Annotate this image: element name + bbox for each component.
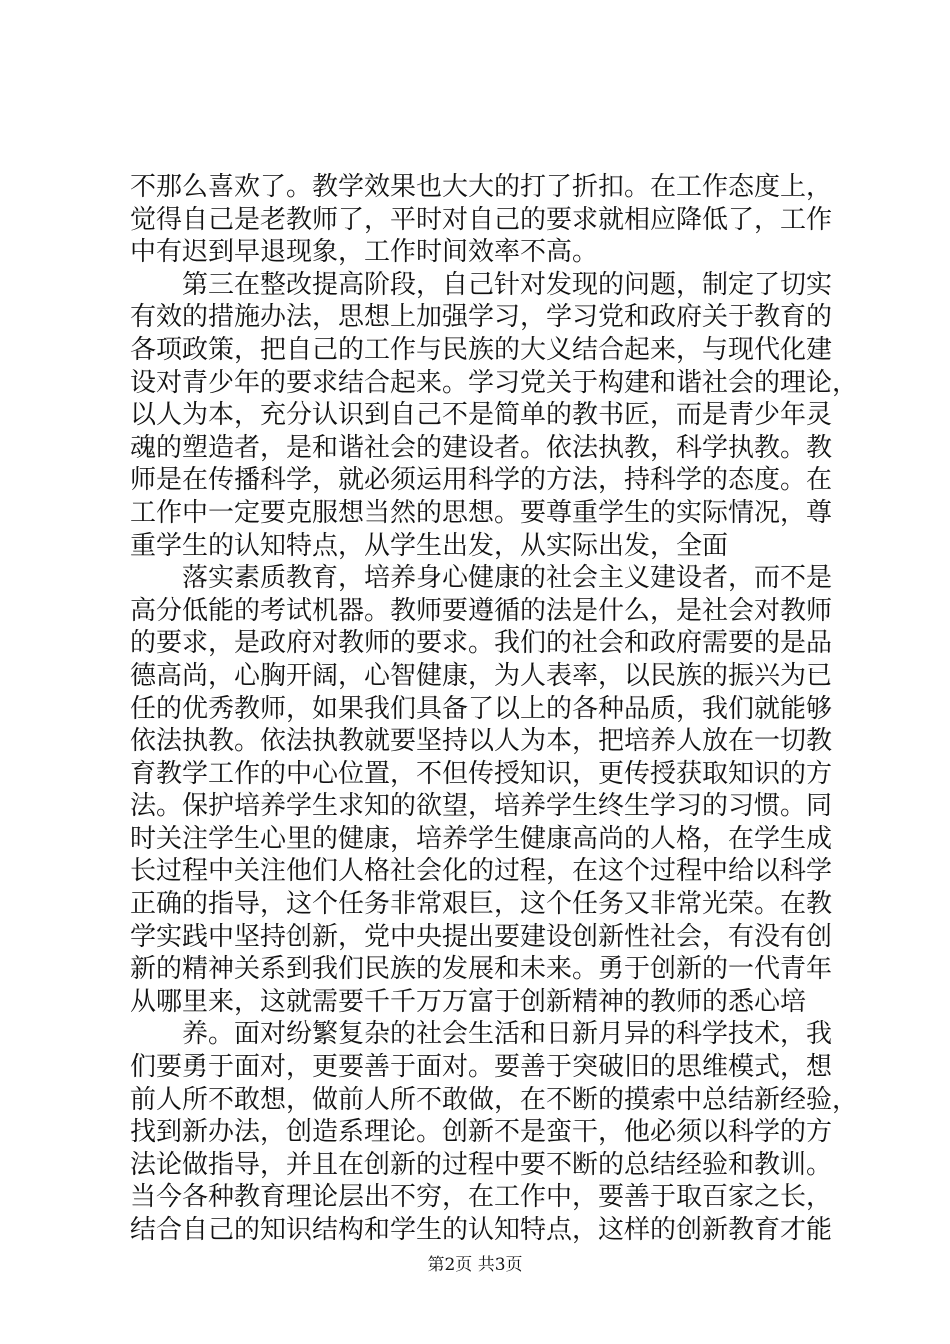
text-line-17: 任的优秀教师，如果我们具备了以上的各种品质，我们就能够 <box>130 693 833 724</box>
text-line-32: 当今各种教育理论层出不穷，在工作中，要善于取百家之长， <box>130 1182 833 1213</box>
text-line-20: 法。保护培养学生求知的欲望，培养学生终生学习的习惯。同 <box>130 791 833 822</box>
page-footer <box>0 1250 950 1275</box>
text-line-8: 以人为本，充分认识到自己不是简单的教书匠，而是青少年灵 <box>130 400 833 431</box>
text-line-6: 各项政策，把自己的工作与民族的大义结合起来，与现代化建 <box>130 334 833 365</box>
text-line-21: 时关注学生心里的健康，培养学生健康高尚的人格，在学生成 <box>130 823 833 854</box>
text-line-29: 前人所不敢想，做前人所不敢做，在不断的摸索中总结新经验， <box>130 1084 859 1115</box>
text-line-31: 法论做指导，并且在创新的过程中要不断的总结经验和教训。 <box>130 1149 833 1180</box>
text-line-2: 觉得自己是老教师了，平时对自己的要求就相应降低了，工作 <box>130 204 833 235</box>
text-line-30: 找到新办法，创造系理论。创新不是蛮干，他必须以科学的方 <box>130 1117 833 1148</box>
text-line-5: 有效的措施办法，思想上加强学习，学习党和政府关于教育的 <box>130 302 833 333</box>
text-line-12: 重学生的认知特点，从学生出发，从实际出发，全面 <box>130 530 729 561</box>
text-line-24: 学实践中坚持创新，党中央提出要建设创新性社会，有没有创 <box>130 921 833 952</box>
text-line-27: 养。面对纷繁复杂的社会生活和日新月异的科学技术，我 <box>130 1019 833 1050</box>
text-line-22: 长过程中关注他们人格社会化的过程，在这个过程中给以科学 <box>130 856 833 887</box>
text-line-19: 育教学工作的中心位置，不但传授知识，更传授获取知识的方 <box>130 758 833 789</box>
body-text <box>130 171 859 1247</box>
text-line-9: 魂的塑造者，是和谐社会的建设者。依法执教，科学执教。教 <box>130 432 833 463</box>
text-line-7: 设对青少年的要求结合起来。学习党关于构建和谐社会的理论， <box>130 367 859 398</box>
page-number: 第2页 共3页 <box>427 1255 523 1275</box>
text-line-4: 第三在整改提高阶段，自己针对发现的问题，制定了切实 <box>130 269 833 300</box>
text-line-23: 正确的指导，这个任务非常艰巨，这个任务又非常光荣。在教 <box>130 889 833 920</box>
text-line-25: 新的精神关系到我们民族的发展和未来。勇于创新的一代青年 <box>130 954 833 985</box>
text-line-16: 德高尚，心胸开阔，心智健康，为人表率，以民族的振兴为已 <box>130 660 833 691</box>
text-line-13: 落实素质教育，培养身心健康的社会主义建设者，而不是 <box>130 563 833 594</box>
text-line-14: 高分低能的考试机器。教师要遵循的法是什么，是社会对教师 <box>130 595 833 626</box>
text-line-3: 中有迟到早退现象，工作时间效率不高。 <box>130 237 599 268</box>
text-line-33: 结合自己的知识结构和学生的认知特点，这样的创新教育才能 <box>130 1215 833 1245</box>
text-line-28: 们要勇于面对，更要善于面对。要善于突破旧的思维模式，想 <box>130 1052 833 1083</box>
text-line-26: 从哪里来，这就需要千千万万富于创新精神的教师的悉心培 <box>130 986 807 1017</box>
text-line-1: 不那么喜欢了。教学效果也大大的打了折扣。在工作态度上， <box>130 172 833 202</box>
text-line-15: 的要求，是政府对教师的要求。我们的社会和政府需要的是品 <box>130 628 833 659</box>
text-line-10: 师是在传播科学，就必须运用科学的方法，持科学的态度。在 <box>130 465 833 496</box>
text-line-18: 依法执教。依法执教就要坚持以人为本，把培养人放在一切教 <box>130 726 833 757</box>
text-line-11: 工作中一定要克服想当然的思想。要尊重学生的实际情况，尊 <box>130 497 833 528</box>
